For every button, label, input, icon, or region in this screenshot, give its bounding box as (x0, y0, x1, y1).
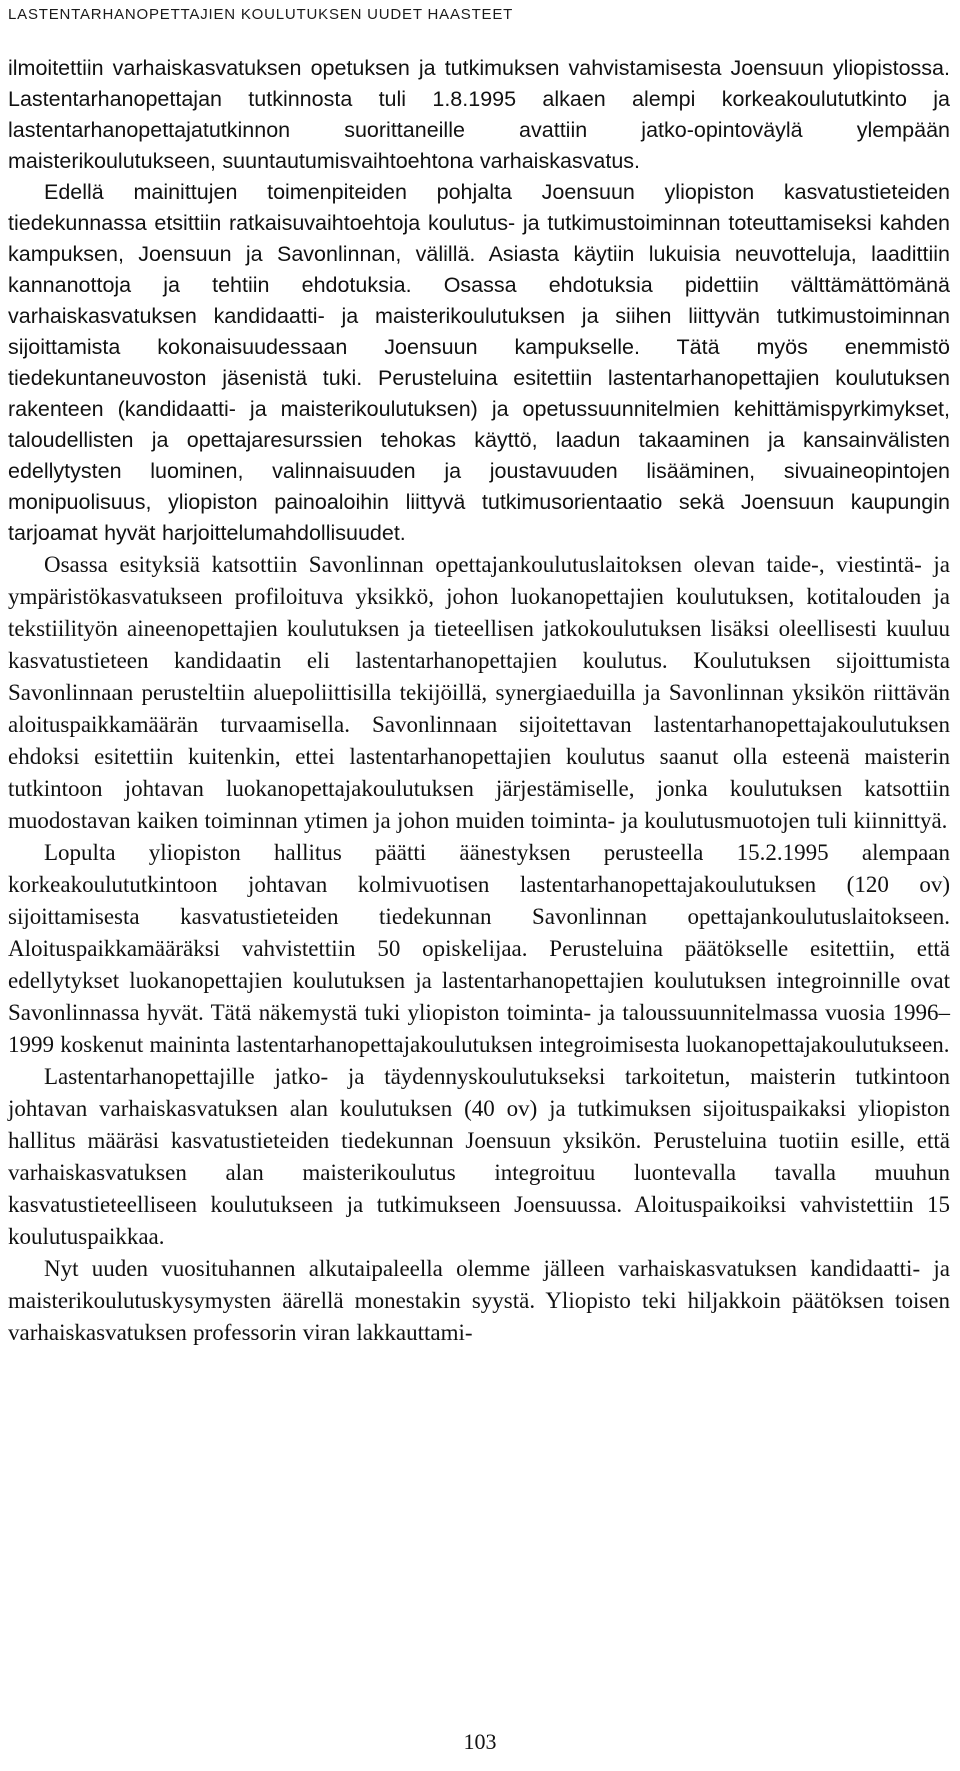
paragraph-5: Lastentarhanopettajille jatko- ja täydennyskoulutukseksi tarkoitetun, maisterin tutkintoon johtavan varhaiskasvatuksen alan koulutuksen (40 ov) ja tutkimuksen sijoituspaikaksi yliopiston hallitus määräsi kasvatustieteiden tiedekunnan Joensuun yksikön. Perusteluina tuotiin esille, että varhaiskasvatuksen alan maisterikoulutus integroituu luontevalla tavalla muuhun kasvatustieteelliseen koulutukseen ja tutkimukseen Joensuussa. Aloituspaikoiksi vahvistettiin 15 koulutuspaikkaa. (8, 1064, 950, 1249)
paragraph-4: Lopulta yliopiston hallitus päätti äänestyksen perusteella 15.2.1995 alempaan korkeakoulututkintoon johtavan kolmivuotisen lastentarhanopettajakoulutuksen (120 ov) sijoittamisesta kasvatustieteiden tiedekunnan Savonlinnan opettajankoulutuslaitokseen. Aloituspaikkamääräksi vahvistettiin 50 opiskelijaa. Perusteluina päätökselle esitettiin, että edellytykset luokanopettajien koulutuksen ja lastentarhanopettajien koulutuksen integroinnille ovat Savonlinnassa hyvät. Tätä näkemystä tuki yliopiston toiminta- ja taloussuunnitelmassa vuosia 1996–1999 koskenut maininta lastentarhanopettajakoulutuksen integroimisesta luokanopettajakoulutukseen. (8, 840, 950, 1057)
page-number: 103 (463, 1729, 497, 1754)
running-header: LASTENTARHANOPETTAJIEN KOULUTUKSEN UUDET HAASTEET (8, 6, 514, 23)
paragraph-2: Edellä mainittujen toimenpiteiden pohjalta Joensuun yliopiston kasvatustieteiden tiedekunnassa etsittiin ratkaisuvaihtoehtoja koulutus- ja tutkimustoiminnan toteuttamiseksi kahden kampuksen, Joensuun ja Savonlinnan, välillä. Asiasta käytiin lukuisia neuvotteluja, laadittiin kannanottoja ja tehtiin ehdotuksia. Osassa ehdotuksia pidettiin välttämättömänä varhaiskasvatuksen kandidaatti- ja maisterikoulutuksen ja siihen liittyvän tutkimustoiminnan sijoittamista kokonaisuudessaan Joensuun kampukselle. Tätä myös enemmistö tiedekuntaneuvoston jäsenistä tuki. Perusteluina esitettiin lastentarhanopettajien koulutuksen rakenteen (kandidaatti- ja maisterikoulutuksen) ja opetussuunnitelmien kehittämispyrkimykset, taloudellisten ja opettajaresurssien tehokas käyttö, laadun takaaminen ja kansainvälisten edellytysten luominen, valinnaisuuden ja joustavuuden lisääminen, sivuaineopintojen monipuolisuus, yliopiston painoaloihin liittyvä tutkimusorientaatio sekä Joensuun kaupungin tarjoamat hyvät harjoittelumahdollisuudet. (8, 180, 950, 545)
article-body (8, 53, 950, 1349)
paragraph-6: Nyt uuden vuosituhannen alkutaipaleella olemme jälleen varhaiskasvatuksen kandidaatti- ja maisterikoulutuskysymysten äärellä monestakin syystä. Yliopisto teki hiljakkoin päätöksen toisen varhaiskasvatuksen professorin viran lakkauttami- (8, 1256, 950, 1345)
paragraph-3: Osassa esityksiä katsottiin Savonlinnan opettajankoulutuslaitoksen olevan taide-, viestintä- ja ympäristökasvatukseen profiloituva yksikkö, johon luokanopettajien koulutuksen, kotitalouden ja tekstiilityön aineenopettajien koulutuksen ja tieteellisen jatkokoulutuksen lisäksi oleellisesti kuuluu kasvatustieteen kandidaatin eli lastentarhanopettajien koulutus. Koulutuksen sijoittumista Savonlinnaan perusteltiin aluepoliittisilla tekijöillä, synergiaeduilla ja Savonlinnan yksikön riittävän aloituspaikkamäärän turvaamisella. Savonlinnaan sijoitettavan lastentarhanopettajakoulutuksen ehdoksi esitettiin kuitenkin, ettei lastentarhanopettajien koulutus saanut olla esteenä maisterin tutkintoon johtavan luokanopettajakoulutuksen järjestämiselle, jonka koulutuksen katsottiin muodostavan kaiken toiminnan ytimen ja johon muiden toiminta- ja koulutusmuotojen tuli kiinnittyä. (8, 552, 950, 833)
paragraph-1: ilmoitettiin varhaiskasvatuksen opetuksen ja tutkimuksen vahvistamisesta Joensuun yliopistossa. Lastentarhanopettajan tutkinnosta tuli 1.8.1995 alkaen alempi korkeakoulututkinto ja lastentarhanopettajatutkinnon suorittaneille avattiin jatko-opintoväylä ylempään maisterikoulutukseen, suuntautumisvaihtoehtona varhaiskasvatus. (8, 56, 950, 173)
